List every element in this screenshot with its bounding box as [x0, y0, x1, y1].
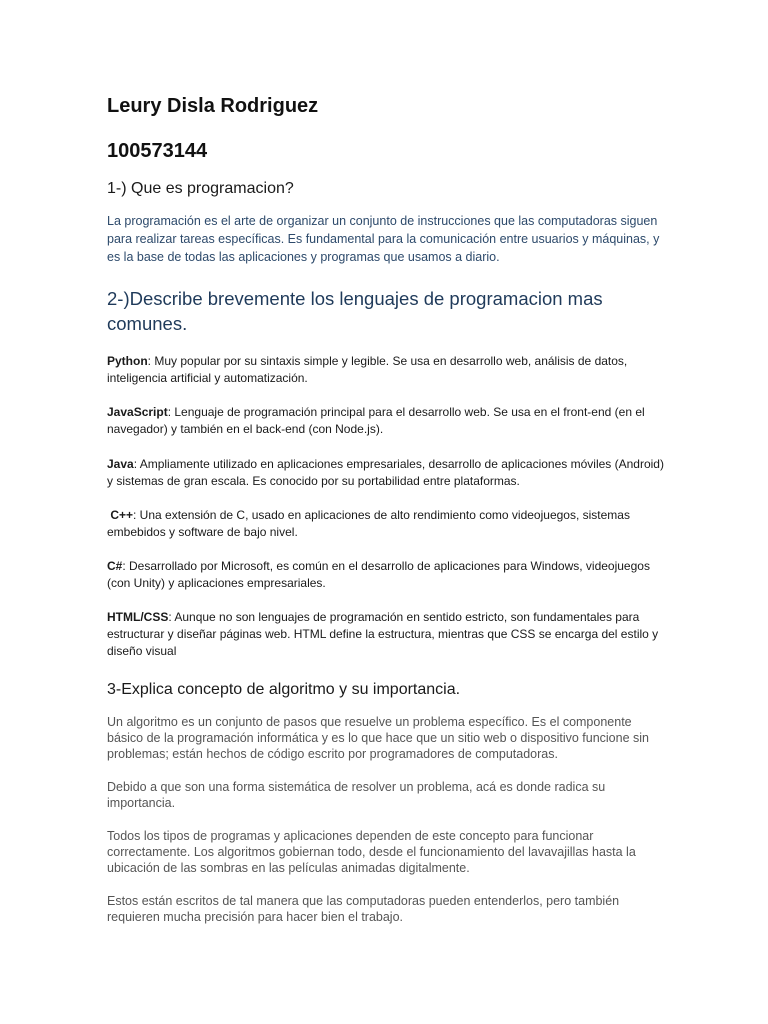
language-name: C++ — [107, 508, 134, 522]
language-name: C# — [107, 559, 123, 573]
question-2-heading: 2-)Describe brevemente los lenguajes de programacion mas comunes. — [107, 288, 603, 334]
algorithm-paragraph: Todos los tipos de programas y aplicaciones dependen de este concepto para funcionar correctamente. Los algoritmos gobiernan todo, desde el funcionamiento del lavavajillas hasta la ubicación de las sombras en las películas animadas digitalmente. — [107, 829, 636, 875]
language-name: Python — [107, 354, 148, 368]
language-description: : Muy popular por su sintaxis simple y legible. Se usa en desarrollo web, análisis de datos, inteligencia artificial y automatización. — [107, 354, 628, 385]
language-csharp — [107, 558, 667, 592]
language-javascript — [107, 404, 667, 438]
algorithm-paragraph: Estos están escritos de tal manera que las computadoras pueden entenderlos, pero también requieren mucha precisión para hacer bien el trabajo. — [107, 894, 620, 924]
language-description: : Ampliamente utilizado en aplicaciones empresariales, desarrollo de aplicaciones móviles (Android) y sistemas de gran escala. Es conocido por su portabilidad entre plataformas. — [107, 457, 664, 488]
language-name: HTML/CSS — [107, 610, 169, 624]
algorithm-paragraph: Un algoritmo es un conjunto de pasos que resuelve un problema específico. Es el componente básico de la programación informática y es lo que hace que un sitio web o dispositivo funcione sin problemas; están hechos de código escrito por programadores de computadoras. — [107, 715, 649, 761]
language-description: : Una extensión de C, usado en aplicaciones de alto rendimiento como videojuegos, sistemas embebidos y software de bajo nivel. — [107, 508, 630, 539]
question-1-heading: 1-) Que es programacion? — [107, 180, 294, 197]
question-1-answer: La programación es el arte de organizar un conjunto de instrucciones que las computadoras siguen para realizar tareas específicas. Es fundamental para la comunicación entre usuarios y máquinas, y es la base de todas las aplicaciones y programas que usamos a diario. — [107, 214, 660, 264]
language-java — [107, 456, 667, 490]
question-3-heading: 3-Explica concepto de algoritmo y su importancia. — [107, 681, 461, 698]
language-cpp — [107, 507, 667, 541]
algorithm-paragraph: Debido a que son una forma sistemática de resolver un problema, acá es donde radica su importancia. — [107, 780, 606, 810]
language-html-css — [107, 609, 667, 660]
language-description: : Lenguaje de programación principal para el desarrollo web. Se usa en el front-end (en el navegador) y también en el back-end (con Node.js). — [107, 405, 645, 436]
language-python — [107, 353, 667, 387]
language-name: Java — [107, 457, 134, 471]
language-description: : Aunque no son lenguajes de programación en sentido estricto, son fundamentales para estructurar y diseñar páginas web. HTML define la estructura, mientras que CSS se encarga del estilo y diseño visual — [107, 610, 659, 658]
language-name: JavaScript — [107, 405, 168, 419]
language-description: : Desarrollado por Microsoft, es común en el desarrollo de aplicaciones para Windows, videojuegos (con Unity) y aplicaciones empresariales. — [107, 559, 650, 590]
student-id: 100573144 — [107, 140, 208, 162]
author-name: Leury Disla Rodriguez — [107, 95, 319, 117]
